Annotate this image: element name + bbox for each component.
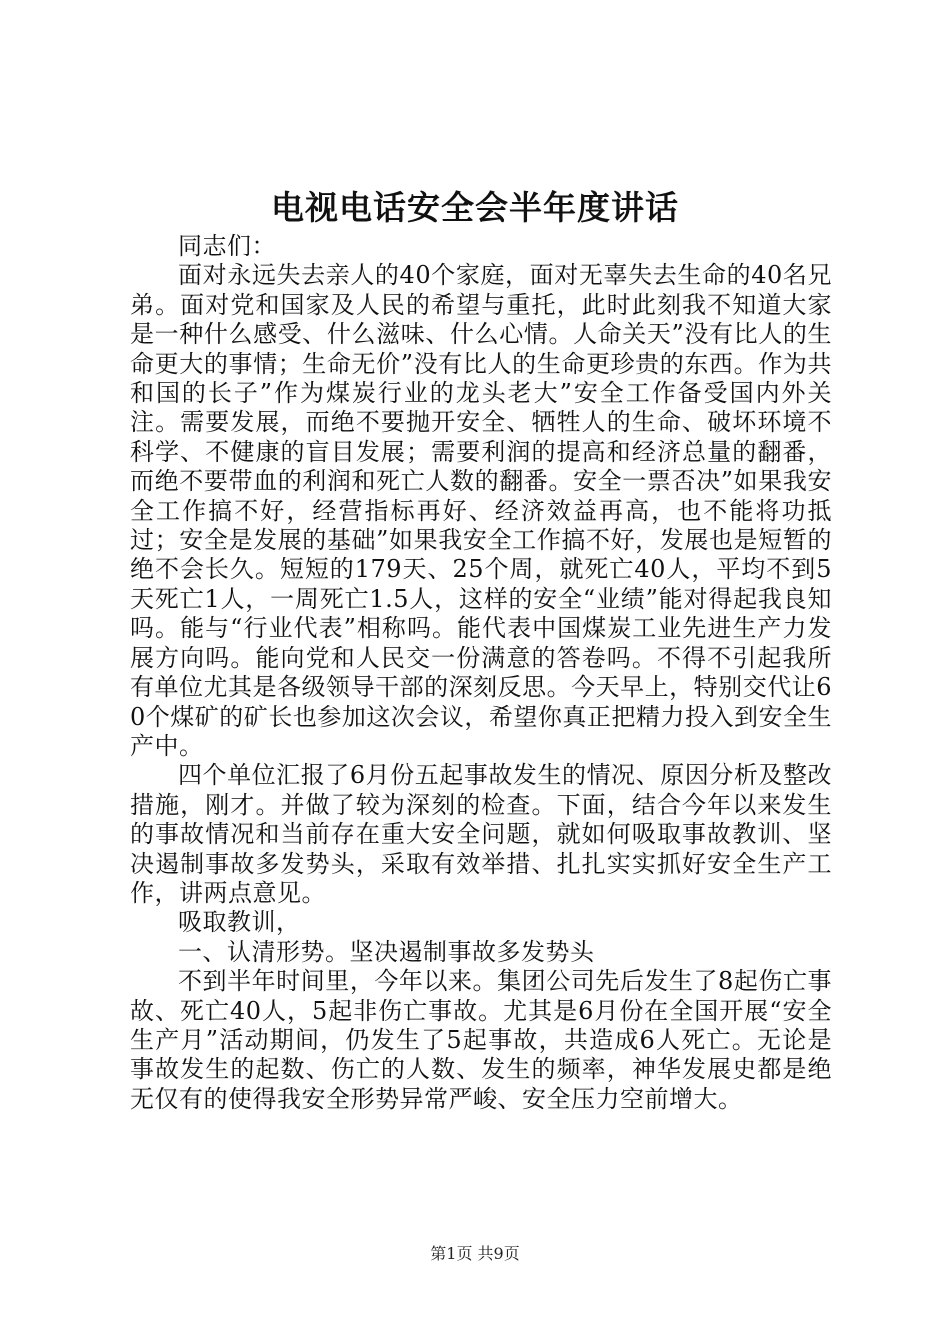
document-body xyxy=(130,232,832,1114)
section-heading: 一、认清形势。坚决遏制事故多发势头 xyxy=(178,937,595,966)
body-paragraph: 四个单位汇报了6月份五起事故发生的情况、原因分析及整改措施，刚才。并做了较为深刻的检查。下面，结合今年以来发生的事故情况和当前存在重大安全问题，就如何吸取事故教训、坚决遏制事故多发势头，采取有效举措、扎扎实实抓好安全生产工作，讲两点意见。 xyxy=(130,761,832,907)
salutation-paragraph: 同志们： xyxy=(178,232,276,260)
body-paragraph: 不到半年时间里，今年以来。集团公司先后发生了8起伤亡事故、死亡40人，5起非伤亡事故。尤其是6月份在全国开展“安全生产月”活动期间，仍发生了5起事故，共造成6人死亡。无论是事故发生的起数、伤亡的人数、发生的频率，神华发展史都是绝无仅有的使得我安全形势异常严峻、安全压力空前增大。 xyxy=(130,967,832,1113)
body-paragraph: 吸取教训， xyxy=(178,908,301,937)
page-number-footer: 第1页 共9页 xyxy=(430,1244,520,1263)
body-paragraph: 面对永远失去亲人的40个家庭，面对无辜失去生命的40名兄弟。面对党和国家及人民的希望与重托，此时此刻我不知道大家是一种什么感受、什么滋味、什么心情。人命关天”没有比人的生命更大的事情；生命无价”没有比人的生命更珍贵的东西。作为共和国的长子”作为煤炭行业的龙头老大”安全工作备受国内外关注。需要发展，而绝不要抛开安全、牺牲人的生命、破坏环境不科学、不健康的盲目发展；需要利润的提高和经济总量的翻番，而绝不要带血的利润和死亡人数的翻番。安全一票否决”如果我安全工作搞不好，经营指标再好、经济效益再高，也不能将功抵过；安全是发展的基础”如果我安全工作搞不好，发展也是短暂的绝不会长久。短短的179天、25个周，就死亡40人，平均不到5天死亡1人，一周死亡1.5人，这样的安全“业绩”能对得起我良知吗。能与“行业代表”相称吗。能代表中国煤炭工业先进生产力发展方向吗。能向党和人民交一份满意的答卷吗。不得不引起我所有单位尤其是各级领导干部的深刻反思。今天早上，特别交代让60个煤矿的矿长也参加这次会议，希望你真正把精力投入到安全生产中。 xyxy=(130,261,832,760)
document-title: 电视电话安全会半年度讲话 xyxy=(271,188,679,227)
